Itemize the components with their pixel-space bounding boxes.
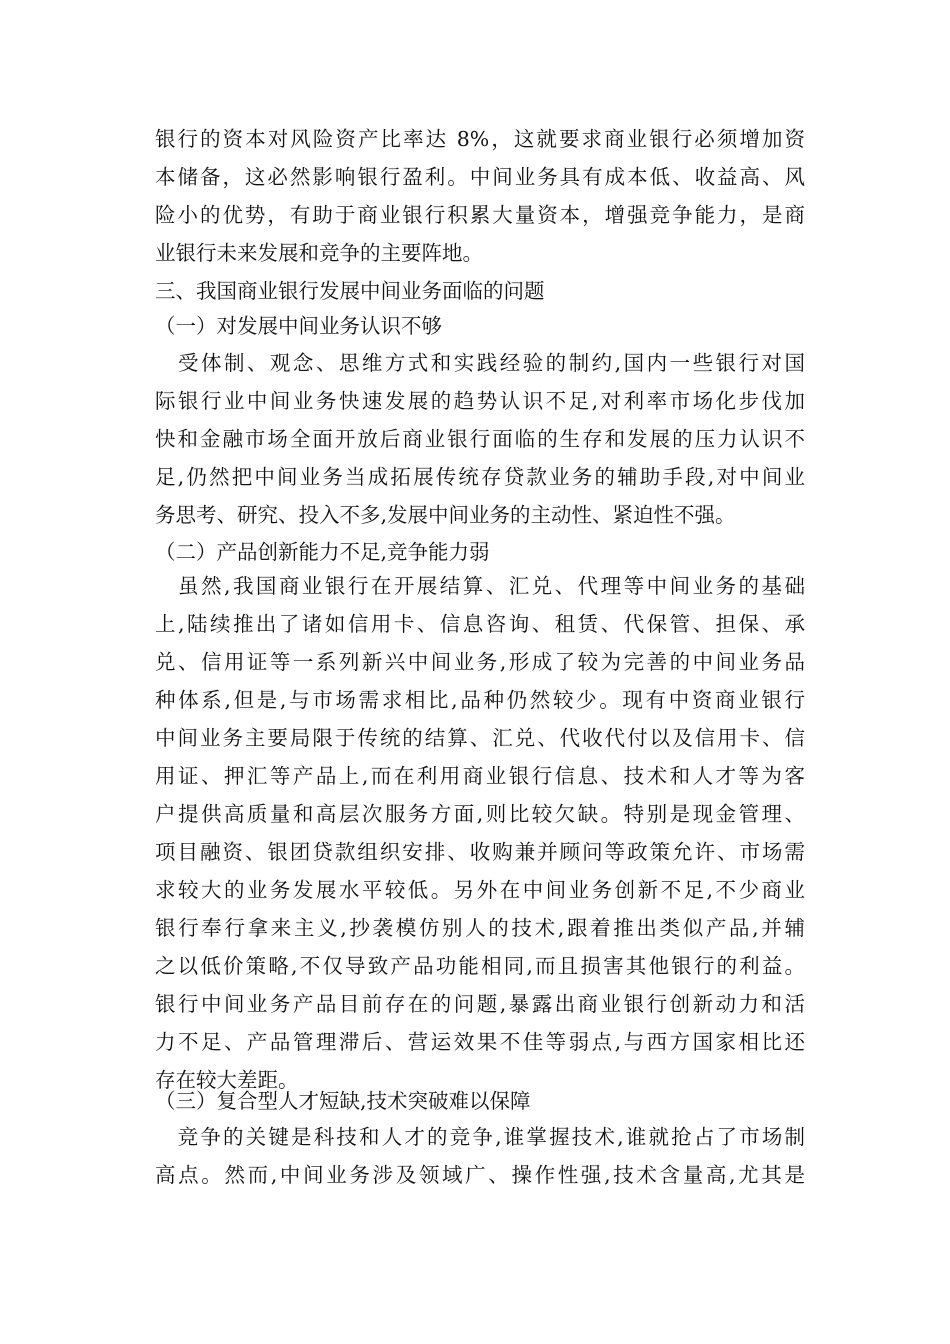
- subheading-2: [155, 533, 805, 571]
- text-line: 银行的资本对风险资产比率达 8%，这就要求商业银行必须增加资: [155, 127, 805, 151]
- subheading-3: [155, 1082, 805, 1120]
- text-line: 险小的优势，有助于商业银行积累大量资本，增强竞争能力，是商: [155, 203, 805, 227]
- text-line: 兑、信用证等一系列新兴中间业务,形成了较为完善的中间业务品: [155, 650, 805, 674]
- text-line: 力不足、产品管理滞后、营运效果不佳等弱点,与西方国家相比还: [155, 1030, 805, 1054]
- text-line: 务思考、研究、投入不多,发展中间业务的主动性、紧迫性不强。: [155, 503, 736, 527]
- section-heading: [155, 272, 805, 310]
- paragraph-2: [155, 344, 805, 534]
- text-line: 上,陆续推出了诸如信用卡、信息咨询、租赁、代保管、担保、承: [155, 612, 805, 636]
- heading-text: （三）复合型人才短缺,技术突破难以保障: [155, 1089, 531, 1113]
- text-line: 银行中间业务产品目前存在的问题,暴露出商业银行创新动力和活: [155, 992, 805, 1016]
- text-line: 本储备，这必然影响银行盈利。中间业务具有成本低、收益高、风: [155, 165, 805, 189]
- heading-text: 三、我国商业银行发展中间业务面临的问题: [155, 279, 545, 303]
- text-line: 求较大的业务发展水平较低。另外在中间业务创新不足,不少商业: [155, 878, 805, 902]
- text-line: 竞争的关键是科技和人才的竞争,谁掌握技术,谁就抢占了市场制: [155, 1125, 805, 1149]
- text-line: 际银行业中间业务快速发展的趋势认识不足,对利率市场化步伐加: [155, 389, 805, 413]
- text-line: 中间业务主要局限于传统的结算、汇兑、代收代付以及信用卡、信: [155, 726, 805, 750]
- text-line: 虽然,我国商业银行在开展结算、汇兑、代理等中间业务的基础: [155, 574, 805, 598]
- heading-text: （二）产品创新能力不足,竞争能力弱: [155, 540, 490, 564]
- subheading-1: [155, 307, 805, 345]
- text-line: 种体系,但是,与市场需求相比,品种仍然较少。现有中资商业银行: [155, 688, 805, 712]
- text-line: 存在较大差距。: [155, 1068, 299, 1092]
- text-line: 高点。然而,中间业务涉及领域广、操作性强,技术含量高,尤其是: [155, 1163, 805, 1187]
- text-line: 之以低价策略,不仅导致产品功能相同,而且损害其他银行的利益。: [155, 954, 805, 978]
- heading-text: （一）对发展中间业务认识不够: [155, 314, 442, 338]
- paragraph-1: [155, 120, 805, 272]
- text-line: 足,仍然把中间业务当成拓展传统存贷款业务的辅助手段,对中间业: [155, 465, 805, 489]
- paragraph-3: [155, 567, 805, 1099]
- text-line: 快和金融市场全面开放后商业银行面临的生存和发展的压力认识不: [155, 427, 805, 451]
- text-line: 户提供高质量和高层次服务方面,则比较欠缺。特别是现金管理、: [155, 802, 805, 826]
- text-line: 业银行未来发展和竞争的主要阵地。: [155, 241, 483, 265]
- text-line: 银行奉行拿来主义,抄袭模仿别人的技术,跟着推出类似产品,并辅: [155, 916, 805, 940]
- text-line: 用证、押汇等产品上,而在利用商业银行信息、技术和人才等为客: [155, 764, 805, 788]
- paragraph-4: [155, 1118, 805, 1194]
- text-line: 受体制、观念、思维方式和实践经验的制约,国内一些银行对国: [155, 351, 805, 375]
- text-line: 项目融资、银团贷款组织安排、收购兼并顾问等政策允许、市场需: [155, 840, 805, 864]
